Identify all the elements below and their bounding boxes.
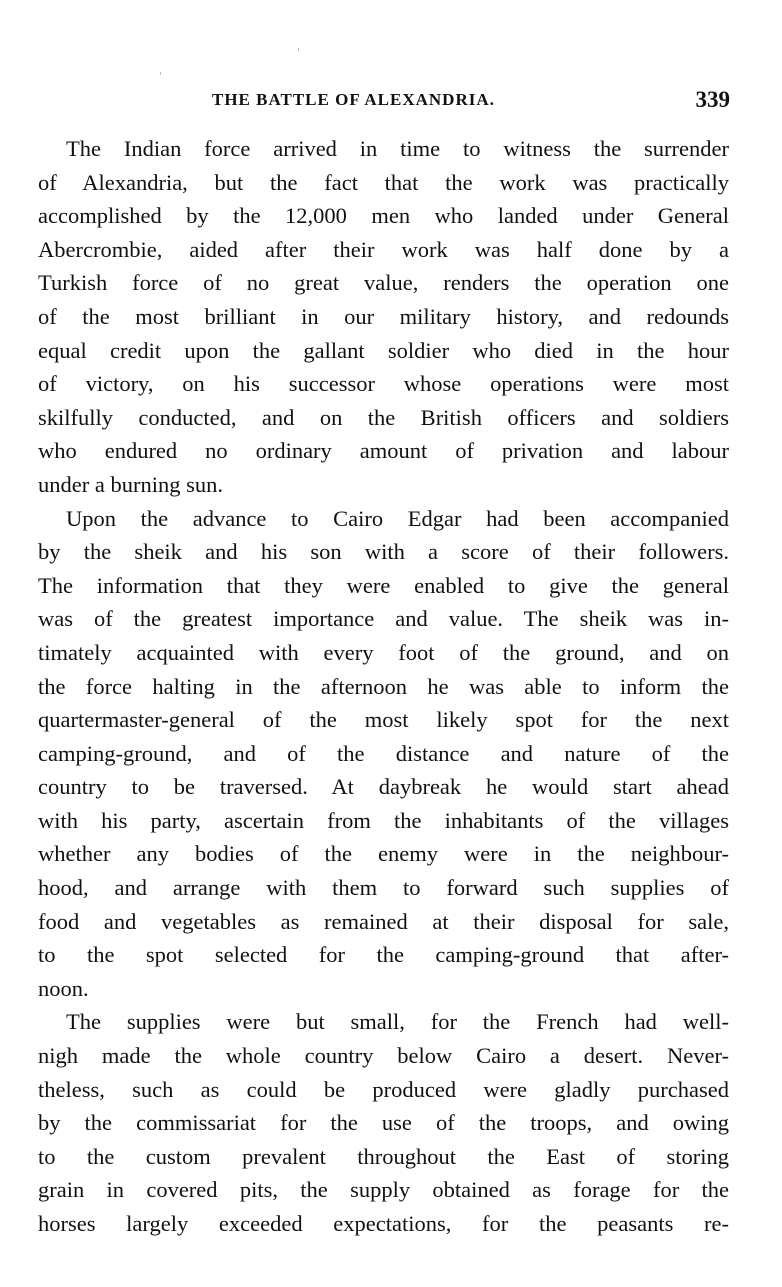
text-line: food and vegetables as remained at their disposal for sale, [38,908,729,934]
text-line: equal credit upon the gallant soldier who died in the hour [38,337,729,363]
text-line: of Alexandria, but the fact that the work was practically [38,169,729,195]
text-line: hood, and arrange with them to forward such supplies of [38,875,729,901]
running-head [38,86,732,114]
text-line: The supplies were but small, for the French had well- [66,1009,729,1035]
text-line: to the custom prevalent throughout the East of storing [38,1143,729,1169]
text-line: noon. [38,975,89,1001]
text-line: by the commissariat for the use of the troops, and owing [38,1110,729,1136]
page-number: 339 [695,87,730,112]
print-speck [298,48,299,51]
text-line: quartermaster-general of the most likely spot for the next [38,707,729,733]
text-line: who endured no ordinary amount of privation and labour [38,438,729,464]
running-title: THE BATTLE OF ALEXANDRIA. [212,90,495,109]
text-line: timately acquainted with every foot of the ground, and on [38,639,729,665]
text-line: the force halting in the afternoon he was able to inform the [38,673,729,699]
text-line: skilfully conducted, and on the British officers and soldiers [38,404,729,430]
text-line: by the sheik and his son with a score of their followers. [38,539,729,565]
text-line: was of the greatest importance and value. The sheik was in- [38,606,729,632]
text-line: of the most brilliant in our military history, and redounds [38,303,729,329]
print-speck [160,72,161,75]
body-text [38,132,729,1241]
text-line: accomplished by the 12,000 men who landed under General [38,203,729,229]
text-line: country to be traversed. At daybreak he would start ahead [38,774,729,800]
text-line: Turkish force of no great value, renders the operation one [38,270,729,296]
text-line: nigh made the whole country below Cairo a desert. Never- [38,1043,729,1069]
text-line: whether any bodies of the enemy were in the neighbour- [38,841,729,867]
text-line: The Indian force arrived in time to witness the surrender [66,136,729,161]
text-line: Upon the advance to Cairo Edgar had been accompanied [66,505,729,531]
text-line: grain in covered pits, the supply obtained as forage for the [38,1177,729,1203]
text-line: camping-ground, and of the distance and nature of the [38,740,729,766]
text-line: horses largely exceeded expectations, for the peasants re- [38,1211,729,1236]
text-line: of victory, on his successor whose operations were most [38,371,729,397]
text-line: The information that they were enabled to give the general [38,572,729,598]
text-line: Abercrombie, aided after their work was half done by a [38,236,729,262]
text-line: theless, such as could be produced were gladly purchased [38,1076,729,1102]
text-line: to the spot selected for the camping-ground that after- [38,942,729,968]
text-line: with his party, ascertain from the inhabitants of the villages [38,807,729,833]
text-line: under a burning sun. [38,471,223,497]
